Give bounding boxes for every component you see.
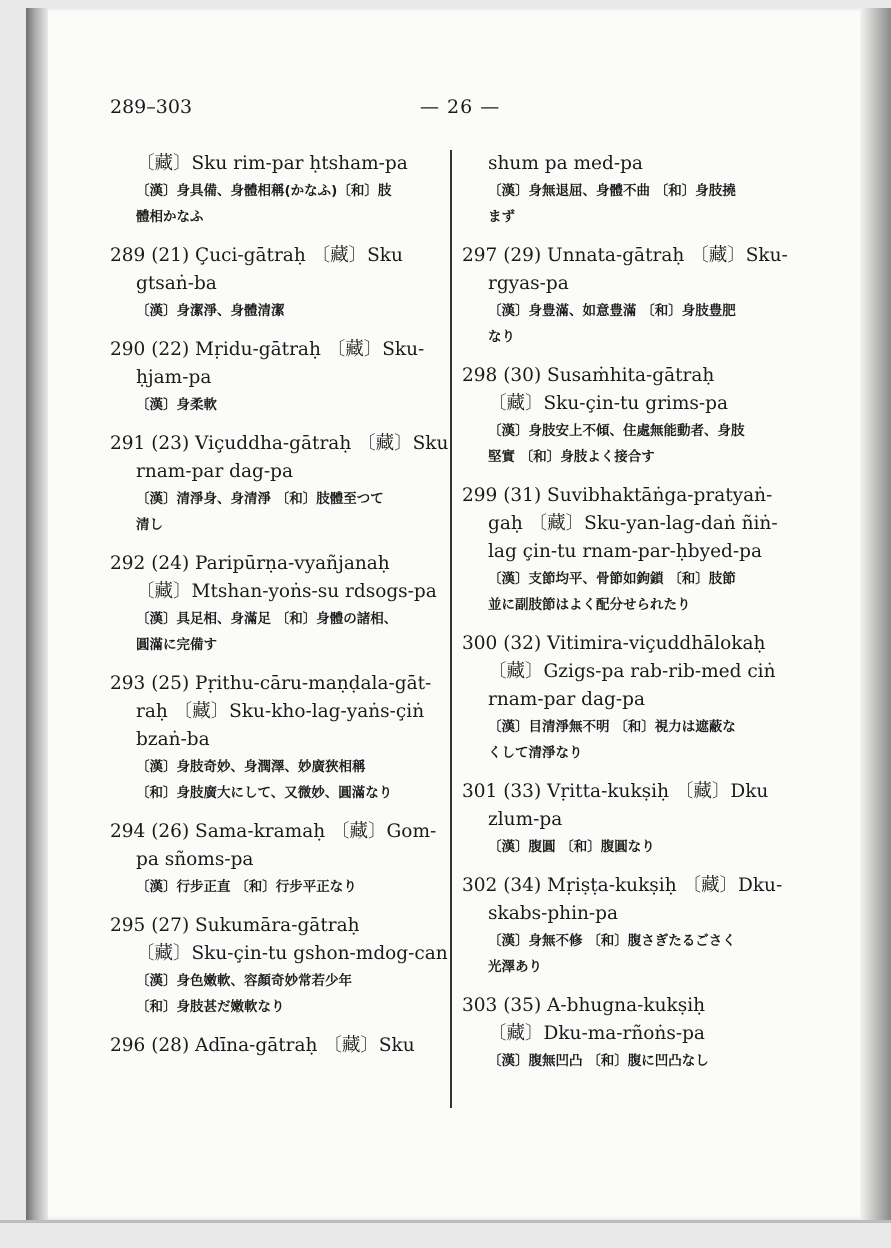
entry-line: 〔藏〕Mtshan-yoṅs-su rdsogs-pa (136, 581, 437, 602)
gloss-line: 〔和〕身肢廣大にして、又微妙、圓滿なり (136, 785, 393, 801)
entry-line: 302 (34) Mṛiṣṭa-kukṣiḥ 〔藏〕Dku- (462, 875, 783, 896)
entry-spacer (110, 538, 446, 550)
entry-line: gaḥ 〔藏〕Sku-yan-lag-daṅ ñiṅ- (488, 513, 778, 534)
entry-line: 303 (35) A-bhugna-kukṣiḥ (462, 995, 706, 1016)
gloss-line: くして清淨なり (488, 745, 583, 761)
book-spine-shadow (26, 8, 48, 1220)
gloss-line: 並に副肢節はよく配分せられたり (488, 597, 691, 613)
entry-line: 296 (28) Adīna-gātraḥ 〔藏〕Sku (110, 1035, 415, 1056)
gloss-line: 清し (136, 517, 163, 533)
entry-spacer (462, 618, 810, 630)
gloss-line: 〔漢〕身無不修 〔和〕腹さぎたるごさく (488, 933, 736, 949)
entry-line: 295 (27) Sukumāra-gātraḥ (110, 915, 360, 936)
right-column (462, 150, 810, 1074)
entry-line: rnam-par dag-pa (136, 461, 294, 482)
left-column (110, 150, 449, 1060)
page-bottom-edge (0, 1220, 891, 1223)
entry-line: 298 (30) Susaṁhita-gātraḥ (462, 365, 715, 386)
entry-line: 294 (26) Sama-kramaḥ 〔藏〕Gom- (110, 821, 437, 842)
entry-line: 〔藏〕Sku rim-par ḥtsham-pa (136, 153, 408, 174)
gloss-line: 〔漢〕具足相、身滿足 〔和〕身體の諸相、 (136, 611, 398, 627)
gloss-line: 〔漢〕腹無凹凸 〔和〕腹に凹凸なし (488, 1053, 709, 1069)
entry-spacer (110, 418, 446, 430)
gloss-line: 〔漢〕身無退屈、身體不曲 〔和〕身肢撓 (488, 183, 736, 199)
entry-line: 301 (33) Vṛitta-kukṣiḥ 〔藏〕Dku (462, 781, 769, 802)
gloss-line: 光澤あり (488, 959, 542, 975)
gloss-line: 〔漢〕身色嫩軟、容顏奇妙常若少年 (136, 973, 352, 989)
entry-line: gtsaṅ-ba (136, 273, 217, 294)
gloss-line: なり (488, 329, 515, 345)
entry-spacer (462, 350, 810, 362)
entry-line: zlum-pa (488, 809, 563, 830)
gloss-line: 〔漢〕身具備、身體相稱(かなふ)〔和〕肢 (136, 183, 392, 199)
entry-spacer (110, 230, 446, 242)
entry-spacer (462, 860, 810, 872)
entry-line: rgyas-pa (488, 273, 569, 294)
entry-line: pa sñoms-pa (136, 849, 254, 870)
gloss-line: 圓滿に完備す (136, 637, 217, 653)
entry-spacer (110, 658, 446, 670)
entry-line: 297 (29) Unnata-gātraḥ 〔藏〕Sku- (462, 245, 788, 266)
entry-spacer (110, 324, 446, 336)
entry-spacer (110, 806, 446, 818)
gloss-line: まず (488, 209, 515, 225)
entry-spacer (110, 1020, 446, 1032)
gloss-line: 〔漢〕身肢奇妙、身潤澤、妙廣狹相稱 (136, 759, 366, 775)
column-divider (450, 150, 452, 1108)
entry-spacer (462, 980, 810, 992)
entry-line: rnam-par dag-pa (488, 689, 646, 710)
entry-line: 291 (23) Viçuddha-gātraḥ 〔藏〕Sku (110, 433, 449, 454)
page-number: — 26 — (420, 96, 501, 118)
entry-line: 290 (22) Mṛidu-gātraḥ 〔藏〕Sku- (110, 339, 425, 360)
entry-range-header: 289–303 (110, 96, 193, 118)
entry-line: 292 (24) Paripūrṇa-vyañjanaḥ (110, 553, 390, 574)
gloss-line: 〔漢〕目清淨無不明 〔和〕視力は遮蔽な (488, 719, 736, 735)
entry-spacer (110, 900, 446, 912)
entry-line: skabs-phin-pa (488, 903, 619, 924)
gloss-line: 〔漢〕清淨身、身清淨 〔和〕肢體至つて (136, 491, 384, 507)
gloss-line: 〔漢〕身柔軟 (136, 397, 217, 413)
entry-line: lag çin-tu rnam-par-ḥbyed-pa (488, 541, 763, 562)
gloss-line: 〔漢〕腹圓 〔和〕腹圓なり (488, 839, 655, 855)
entry-line: 〔藏〕Gzigs-pa rab-rib-med ciṅ (488, 661, 776, 682)
entry-line: bzaṅ-ba (136, 729, 210, 750)
entry-line: 〔藏〕Sku-çin-tu grims-pa (488, 393, 728, 414)
gloss-line: 〔漢〕身肢安上不傾、住處無能動者、身肢 (488, 423, 745, 439)
gloss-line: 〔漢〕行步正直 〔和〕行步平正なり (136, 879, 357, 895)
entry-line: 289 (21) Çuci-gātraḥ 〔藏〕Sku (110, 245, 403, 266)
gloss-line: 體相かなふ (136, 209, 204, 225)
entry-line: ḥjam-pa (136, 367, 212, 388)
entry-line: 〔藏〕Sku-çin-tu gshon-mdog-can (136, 943, 448, 964)
entry-spacer (462, 766, 810, 778)
gloss-line: 〔和〕身肢甚だ嫩軟なり (136, 999, 285, 1015)
entry-line: shum pa med-pa (488, 153, 643, 174)
entry-line: 299 (31) Suvibhaktāṅga-pratyaṅ- (462, 485, 773, 506)
entry-line: 300 (32) Vitimira-viçuddhālokaḥ (462, 633, 766, 654)
entry-line: 293 (25) Pṛithu-cāru-maṇḍala-gāt- (110, 673, 432, 694)
entry-spacer (462, 470, 810, 482)
page-edge-shadow (860, 8, 891, 1220)
gloss-line: 〔漢〕身豊滿、如意豊滿 〔和〕身肢豊肥 (488, 303, 736, 319)
gloss-line: 〔漢〕身潔淨、身體清潔 (136, 303, 285, 319)
gloss-line: 〔漢〕支節均平、骨節如鉤鎖 〔和〕肢節 (488, 571, 736, 587)
entry-line: raḥ 〔藏〕Sku-kho-lag-yaṅs-çiṅ (136, 701, 425, 722)
gloss-line: 堅實 〔和〕身肢よく接合す (488, 449, 655, 465)
entry-spacer (462, 230, 810, 242)
entry-line: 〔藏〕Dku-ma-rñoṅs-pa (488, 1023, 705, 1044)
